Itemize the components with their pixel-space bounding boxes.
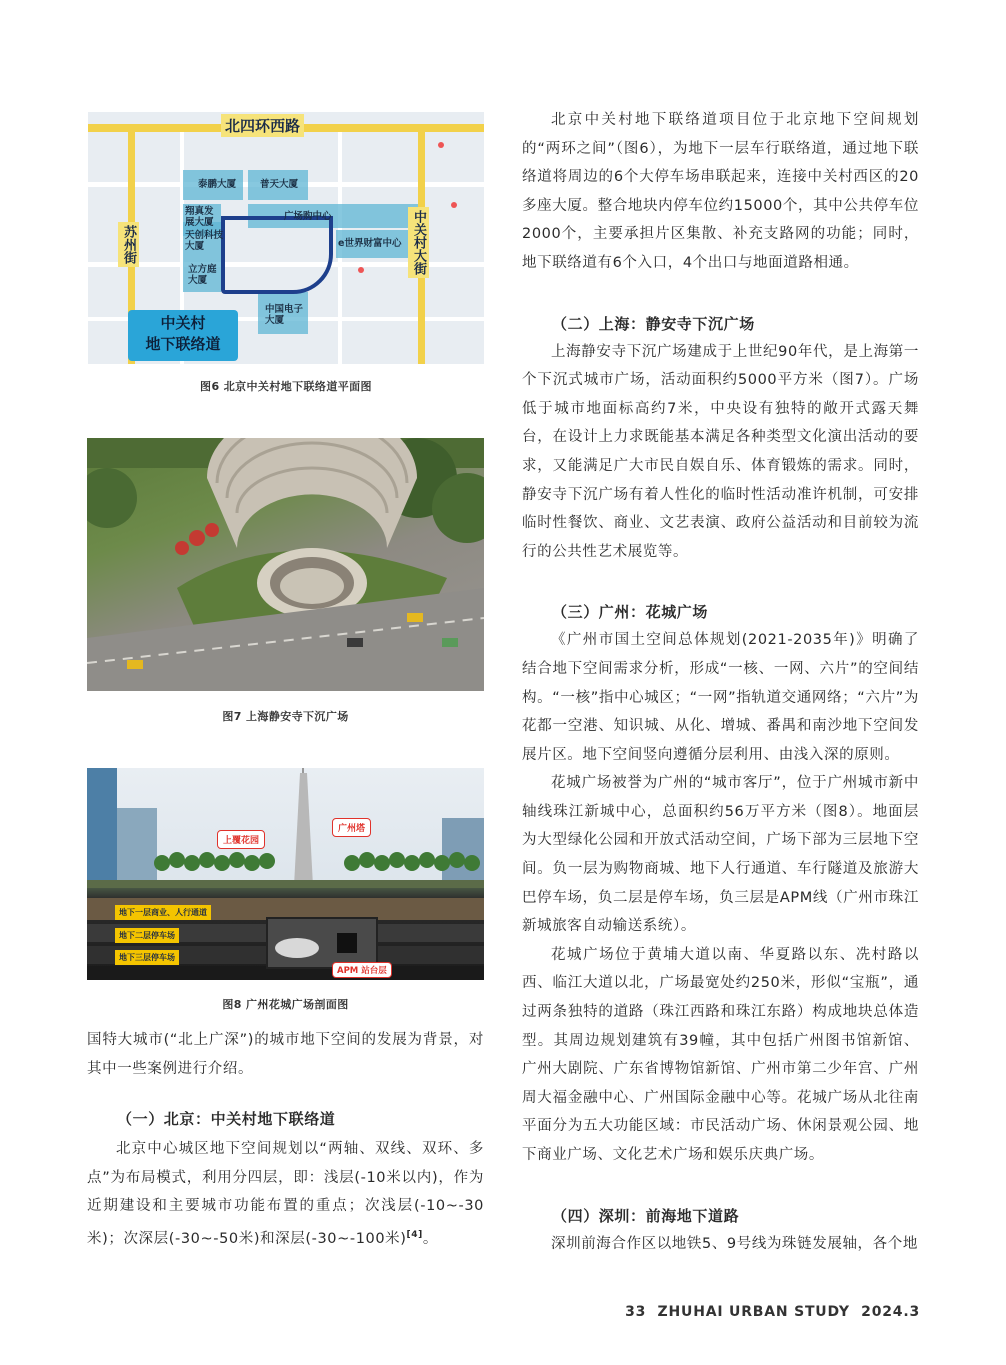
beijing-overview-end: 。	[422, 1230, 438, 1247]
section-heading-guangzhou: （三）广州：花城广场	[552, 603, 709, 622]
building-label: 翔真发展大厦	[185, 206, 214, 228]
poi-marker	[451, 202, 457, 208]
poi-marker	[358, 267, 364, 273]
tag-apm: APM 站台层	[332, 962, 392, 978]
tag-canton-tower: 广州塔	[332, 818, 371, 837]
guangzhou-paragraph-3: 花城广场位于黄埔大道以南、华夏路以东、冼村路以西、临江大道以北，广场最宽处约250米，形似“宝瓶”，通过两条独特的道路（珠江西路和珠江东路）构成地块总体造型。其周边规划建筑有39幢，其中包括广州图书馆新馆、广州大剧院、广东省博物馆新馆、广州市第二少年宫、广州周大福金融中心、广州国际金融中心等。花城广场从北往南平面分为五大功能区域：市民活动广场、休闲景观公园、地下商业广场、文化艺术广场和娱乐庆典广场。	[522, 946, 919, 1163]
right-column-text	[522, 106, 919, 1258]
shenzhen-paragraph: 深圳前海合作区以地铁5、9号线为珠链发展轴，各个地	[551, 1235, 918, 1252]
road-left-label: 苏州街	[118, 222, 139, 267]
figure-7-photo	[87, 438, 484, 691]
building-label: 天创科技大厦	[185, 230, 224, 252]
plaza-illustration	[87, 438, 484, 691]
figure-7-caption: 图7 上海静安寺下沉广场	[222, 710, 349, 723]
building-label: 泰鹏大厦	[198, 179, 237, 190]
building-label: 中国电子大厦	[265, 304, 304, 326]
road-top-label: 北四环西路	[221, 114, 304, 137]
citation-ref: [4]	[406, 1229, 423, 1240]
left-column-text	[87, 1026, 484, 1253]
figure-8-caption: 图8 广州花城广场剖面图	[222, 998, 349, 1011]
figure-8-section	[87, 768, 484, 980]
building-label: 立方庭大厦	[188, 264, 217, 286]
section-heading-shenzhen: （四）深圳：前海地下道路	[552, 1206, 740, 1225]
shanghai-paragraph: 上海静安寺下沉广场建成于上世纪90年代，是上海第一个下沉式城市广场，活动面积约5000平方米（图7）。广场低于城市地面标高约7米，中央设有独特的敞开式露天舞台，在设计上力求既能基本满足各种类型文化演出活动的要求，又能满足广大市民自娱自乐、体育锻炼的需求。同时，静安寺下沉广场有着人性化的临时性活动准许机制，可安排临时性餐饮、商业、文艺表演、政府公益活动和目前较为流行的公共性艺术展览等。	[522, 343, 919, 560]
tag-b2: 地下二层停车场	[115, 928, 179, 943]
figure-6-map	[88, 112, 484, 364]
guangzhou-paragraph-1: 《广州市国土空间总体规划(2021-2035年)》明确了结合地下空间需求分析，形成“一核、一网、六片”的空间结构。“一核”指中心城区；“一网”指轨道交通网络；“六片”为花都一空港、知识城、从化、增城、番禺和南沙地下空间发展片区。地下空间竖向遵循分层利用、由浅入深的原则。	[522, 632, 919, 763]
section-heading-shanghai: （二）上海：静安寺下沉广场	[552, 314, 755, 333]
beijing-project-paragraph: 北京中关村地下联络道项目位于北京地下空间规划的“两环之间”（图6），为地下一层车行联络道，通过地下联络道将周边的6个大停车场串联起来，连接中关村西区的20多座大厦。整合地块内停车位约15000个，其中公共停车位2000个，主要承担片区集散、补充支路网的功能；同时，地下联络道有6个入口，4个出口与地面道路相通。	[522, 112, 919, 271]
tag-b3: 地下三层停车场	[115, 950, 179, 965]
tunnel-main-label	[128, 310, 238, 361]
page-footer: 33 ZHUHAI URBAN STUDY 2024.3	[625, 1304, 920, 1320]
tunnel-label-line1: 中关村	[160, 314, 206, 332]
section-heading-beijing: （一）北京：中关村地下联络道	[117, 1110, 336, 1129]
building-label: 普天大厦	[260, 179, 299, 190]
beijing-overview-text: 北京中心城区地下空间规划以“两轴、双线、双环、多点”为布局模式，利用分四层，即：浅层(-10米以内)，作为近期建设和主要城市功能布置的重点；次浅层(-10~-30米)；次深层(-30~-50米)和深层(-30~-100米)	[87, 1141, 484, 1247]
beijing-overview-paragraph	[87, 1135, 484, 1253]
guangzhou-paragraph-2: 花城广场被誉为广州的“城市客厅”，位于广州城市新中轴线珠江新城中心，总面积约56万平方米（图8）。地面层为大型绿化公园和开放式活动空间，广场下部为三层地下空间。负一层为购物商城、地下人行通道、车行隧道及旅游大巴停车场，负二层是停车场，负三层是APM线（广州市珠江新城旅客自动输送系统）。	[522, 775, 919, 935]
section-illustration	[87, 768, 484, 980]
tunnel-label-line2: 地下联络道	[145, 335, 221, 353]
road-right-label: 中关村大街	[408, 207, 429, 278]
tag-b1: 地下一层商业、人行通道	[115, 905, 211, 920]
intro-paragraph: 国特大城市(“北上广深”)的城市地下空间的发展为背景，对其中一些案例进行介绍。	[87, 1032, 484, 1077]
tag-garden: 上覆花园	[217, 830, 265, 849]
figure-6-caption: 图6 北京中关村地下联络道平面图	[200, 380, 372, 393]
tunnel-loop	[221, 216, 333, 294]
building-label: e世界财富中心	[338, 238, 402, 249]
building-label: 广场购中心	[284, 211, 332, 222]
poi-marker	[438, 142, 444, 148]
